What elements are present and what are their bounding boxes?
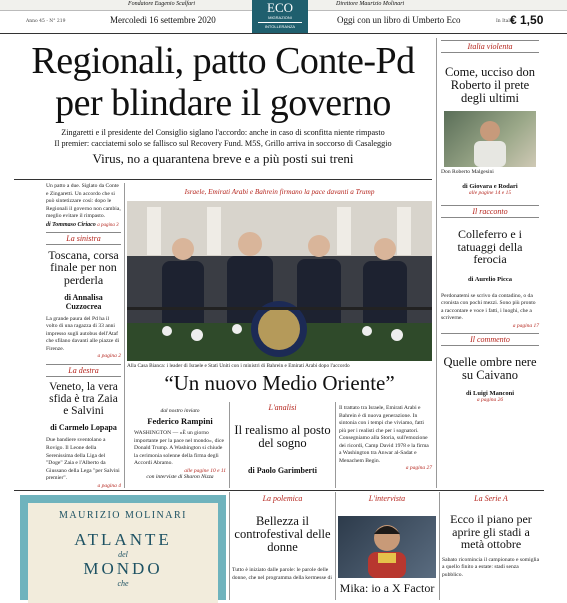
book-title-3: MONDO (83, 559, 163, 578)
analisi-label: L'analisi (268, 403, 297, 412)
masthead (0, 0, 567, 36)
commento-author: di Luigi Manconi (465, 390, 515, 398)
photo-caption-text: Alla Casa Bianca: i leader di Israele e Stati Uniti con i ministri di Bahrein e Emirati Arabi dopo l'accordo (127, 363, 350, 369)
price-label: In Italia (496, 19, 514, 24)
left-title-veneto: Veneto, la vera sfida è tra Zaia e Salvini (49, 381, 118, 418)
main-headline-line2: per blindare il governo (55, 82, 391, 124)
col3-ref: a pagina 27 (405, 465, 432, 472)
book-title-2: del (118, 550, 128, 559)
book-title-1: ATLANTE (74, 530, 172, 549)
photo-caption (127, 363, 432, 369)
masthead-rule (0, 33, 567, 34)
fondatore-text: Fondatore Eugenio Scalfari (128, 1, 196, 7)
left-intro-author (46, 222, 121, 228)
center-rule-1 (229, 402, 230, 488)
commento-ref: a pagina 26 (476, 397, 504, 404)
col1-text: WASHINGTON — «È un giorno importante per la pace nel mondo», dice Donald Trump. A Washington si chiude la cerimonia solenne della firma degli Accordi Abramo. (134, 430, 224, 467)
intervista-box (338, 494, 436, 600)
book-cover (28, 503, 218, 603)
book-ad (20, 495, 226, 600)
seriea-text: Sabato ricomincia il campionato e somiglia a quello finito a estate: stadi senza pubblico. (442, 556, 540, 578)
left-intro-author-name: di Tommaso Ciriaco (46, 221, 96, 228)
violenta-authors: di Giovara e Rodari (462, 182, 518, 190)
price: € 1,50 (510, 13, 544, 27)
left-author-cuzzocrea: di Annalisa Cuzzocrea (64, 292, 103, 311)
don-roberto-photo (444, 111, 536, 167)
eco-logo-sub2: INTOLLERANZA (264, 24, 296, 29)
promo-label: Oggi con un libro di Umberto Eco (337, 15, 461, 25)
seriea-box (442, 494, 540, 579)
polemica-text: Tutto è iniziato dalle parole: le parole delle donne, che nel programma della kermesse di (232, 567, 332, 581)
left-column-rule (124, 183, 125, 488)
left-column (46, 183, 121, 489)
main-sub-3: Virus, no a quarantena breve e a più posti sui treni (92, 151, 354, 166)
main-sub-2: Il premier: cacciatemi solo se fallisco sul Recovery Fund. M5S, Grillo arriva in soccorso di Casaleggio (54, 139, 392, 148)
col3-text: Il trattato tra Israele, Emirati Arabi e Bahrein è di nuova generazione. In sintonia con i tempi che viviamo, fatti più per i realisti che per i sognatori. Consegniamo alla Storia, sull'emozione dei ricordi, Camp David 1978 e la firma a Washington tra Anwar al-Sadat e Menachem Begin. (339, 405, 429, 464)
date-text: Mercoledì 16 settembre 2020 (110, 15, 216, 25)
violenta-caption: Don Roberto Malgesini (441, 169, 494, 176)
white-house-photo (127, 201, 432, 361)
left-ref-toscana: a pagina 2 (97, 353, 121, 360)
polemica-box (232, 494, 333, 582)
polemica-label: La polemica (262, 494, 303, 503)
col1-extra: con interviste di Sharon Nizza (146, 473, 214, 480)
left-title-toscana: Toscana, corsa finale per non perderla (48, 247, 119, 287)
seriea-title: Ecco il piano per aprire gli stadi a metà ottobre (450, 512, 532, 552)
analisi-author: di Paolo Garimberti (248, 466, 317, 476)
don-roberto-photo-art (444, 111, 536, 167)
photo-kicker: Israele, Emirati Arabi e Bahrein firmano la pace davanti a Trump (184, 188, 375, 196)
analisi-title: Il realismo al posto del sogno (234, 423, 331, 451)
racconto-text: Perdonatemi se scrivo da contadino, o da cronista con pochi mezzi. Sono più pronto a raccontare e voce i fatti, i luoghi, che a scriverne. (441, 292, 536, 322)
violenta-title: Come, ucciso don Roberto il prete degli ultimi (445, 65, 535, 106)
intervista-title: Mika: io a X Factor (339, 581, 435, 595)
violenta-ref: alle pagine 14 e 15 (468, 189, 512, 196)
col1-author: Federico Rampini (147, 416, 213, 426)
left-intro-text: Un patto a due. Siglato da Conte e Zingaretti. Un accordo che si può sintetizzare così: dopo le Regionali il governo non cambia, meglio evitare il rimpasto. (46, 183, 121, 220)
racconto-label: Il racconto (441, 205, 539, 218)
intervista-label: L'intervista (368, 494, 406, 503)
main-sub-1: Zingaretti e il presidente del Consiglio siglano l'accordo: anche in caso di sconfitta niente rimpasto (61, 128, 385, 137)
issue-number: Anno 45 - N° 219 (26, 19, 66, 24)
book-title-4: che (117, 579, 129, 588)
mika-photo-art (338, 516, 436, 578)
bottom-rule-3 (439, 492, 440, 600)
center-rule-2 (335, 402, 336, 488)
seriea-label: La Serie A (474, 494, 508, 503)
racconto-ref: a pagina 17 (512, 322, 539, 329)
book-author: MAURIZIO MOLINARI (59, 510, 187, 521)
bottom-rule (14, 490, 544, 491)
center-col1 (134, 408, 226, 480)
bottom-rule-2 (335, 492, 336, 600)
analisi-box (232, 403, 333, 475)
white-house-photo-art (127, 201, 432, 361)
promo-text (337, 15, 460, 25)
center-headline: “Un nuovo Medio Oriente” (164, 371, 395, 395)
eco-logo (252, 0, 308, 33)
polemica-title: Bellezza il controfestival delle donne (234, 514, 331, 555)
left-text-toscana: La grande paura del Pd ha il volto di una ragazza di 33 anni impresso sugli autobus dell'Ataf che sfilano davanti alle piazze di Firenze. (46, 315, 120, 352)
left-text-veneto: Due bandiere sventolano a Rovigo. Il Leone della Serenissima della Liga del "Doge" Zaia e l'Alberto da Giussano della Lega "per Salvini premier". (46, 437, 120, 482)
left-ref-veneto: a pagina 4 (97, 482, 121, 489)
left-section-destra: La destra (46, 364, 121, 377)
commento-label: Il commento (441, 333, 539, 346)
direttore-text: Direttore Maurizio Molinari (336, 1, 405, 7)
right-column (441, 40, 539, 403)
racconto-title: Colleferro e i tatuaggi della ferocia (457, 226, 523, 267)
col1-kicker: dal nostro inviato (160, 408, 200, 414)
racconto-author: di Aurelio Picca (468, 275, 512, 283)
left-section-sinistra: La sinistra (46, 232, 121, 245)
main-headline-line1: Regionali, patto Conte-Pd (31, 40, 415, 82)
violenta-label: Italia violenta (441, 40, 539, 53)
eco-logo-sub1: MIGRAZIONI (268, 15, 292, 20)
commento-title: Quelle ombre nere su Caivano (443, 354, 537, 383)
main-rule (14, 179, 432, 180)
right-column-rule (436, 38, 437, 488)
eco-logo-title: ECO (267, 0, 293, 15)
left-author-lopapa: di Carmelo Lopapa (50, 423, 117, 433)
main-headline (14, 40, 432, 124)
left-intro-ref: a pagina 3 (97, 222, 119, 228)
mika-photo (338, 516, 436, 578)
center-col3 (339, 405, 432, 471)
main-subheads (14, 127, 432, 167)
bottom-rule-1 (229, 492, 230, 600)
col1-ref: alle pagine 10 e 11 (184, 467, 226, 474)
